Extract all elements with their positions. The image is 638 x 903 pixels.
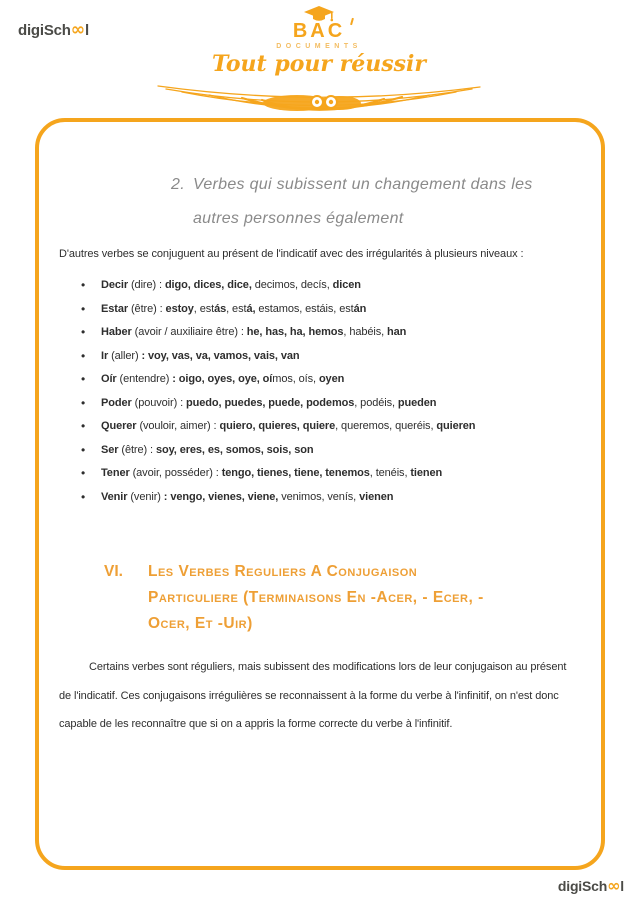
bac-documents-logo: [0, 6, 638, 117]
verb-text-segment: , queremos, queréis,: [335, 420, 437, 432]
verb-text-segment: Decir: [101, 279, 129, 291]
verb-list-item: [59, 392, 581, 416]
verb-text-segment: : vengo, vienes, viene,: [163, 490, 279, 503]
verb-text-segment: decimos, decís,: [251, 279, 333, 291]
verb-text-segment: Poder: [101, 396, 132, 409]
tagline-text: Tout pour réussir: [212, 51, 426, 77]
heading-vi-line: Particuliere (Terminaisons En -Acer, - Ecer, -: [148, 589, 484, 606]
heading-vi-number: VI.: [104, 563, 123, 580]
feather-scribble-illustration: [154, 75, 484, 117]
verb-text-segment: oyen: [318, 373, 345, 385]
infinity-icon: ∞: [607, 876, 621, 895]
verb-text-segment: , tenéis,: [369, 467, 411, 479]
section-title: [171, 168, 581, 236]
digischool-logo-text: digiSch: [557, 878, 608, 894]
bac-logo-subtitle: DOCUMENTS: [276, 43, 362, 50]
verb-list-item: [59, 298, 581, 322]
verb-text-segment: , podéis,: [354, 396, 398, 409]
verb-list: [59, 274, 581, 509]
bullet-dot: •: [81, 278, 86, 292]
verb-text-segment: mos, oís,: [272, 373, 319, 385]
verb-list-item: [59, 486, 581, 510]
verb-text-segment: pueden: [397, 396, 437, 409]
verb-text-segment: estamos, estáis, est: [255, 302, 354, 315]
bac-logo-title: BAC: [292, 20, 346, 42]
section-title-line: Verbes qui subissent un changement dans les: [192, 176, 533, 193]
verb-text-segment: soy, eres, es, somos, sois, son: [155, 443, 314, 456]
verb-text-segment: venimos, venís,: [278, 490, 360, 503]
verb-text-segment: Querer: [101, 420, 137, 432]
verb-text-segment: , est: [226, 302, 247, 315]
bullet-dot: •: [81, 466, 86, 480]
verb-list-item: [59, 368, 581, 392]
verb-text-segment: , habéis,: [343, 326, 388, 338]
heading-vi: [104, 559, 581, 637]
verb-text-segment: : voy, vas, va, vamos, vais, van: [141, 349, 300, 362]
verb-text-segment: Oír: [101, 373, 117, 385]
verb-list-item: [59, 439, 581, 463]
verb-text-segment: , est: [193, 302, 215, 315]
verb-text-segment: (être) :: [128, 302, 166, 315]
heading-vi-line: Les Verbes Reguliers A Conjugaison: [148, 563, 418, 580]
bullet-dot: •: [81, 301, 86, 316]
intro-paragraph: D'autres verbes se conjuguent au présent de l'indicatif avec des irrégularités à plusieurs niveaux :: [59, 248, 524, 260]
section-title-number: 2.: [171, 176, 185, 193]
verb-list-item: [59, 274, 581, 298]
verb-text-segment: Venir: [101, 490, 128, 503]
digischool-logo-text: digiSch: [18, 22, 71, 39]
verb-text-segment: he, has, ha, hemos: [246, 326, 344, 338]
verb-text-segment: Ser: [101, 443, 119, 456]
verb-text-segment: (vouloir, aimer) :: [136, 420, 220, 432]
bullet-dot: •: [81, 348, 86, 363]
verb-text-segment: Haber: [101, 326, 132, 338]
verb-text-segment: (pouvoir) :: [131, 396, 187, 409]
verb-text-segment: (être) :: [118, 443, 156, 456]
verb-text-segment: Ir: [101, 349, 109, 362]
verb-text-segment: á,: [246, 302, 256, 315]
verb-text-segment: estoy: [165, 302, 194, 315]
verb-list-item: [59, 462, 581, 486]
digischool-logo-footer: [558, 876, 624, 895]
bullet-dot: •: [81, 395, 86, 410]
heading-vi-line: Ocer, Et -Uir): [148, 615, 253, 632]
verb-text-segment: puedo, puedes, puede, podemos: [186, 396, 355, 409]
verb-list-item: [59, 345, 581, 369]
bullet-dot: •: [81, 325, 86, 339]
verb-text-segment: Tener: [101, 467, 130, 479]
verb-text-segment: Estar: [101, 302, 129, 315]
verb-text-segment: (aller): [108, 349, 142, 362]
verb-text-segment: digo, dices, dice,: [164, 279, 252, 291]
verb-text-segment: dicen: [332, 279, 361, 291]
section-title-line: autres personnes également: [192, 210, 404, 227]
verb-text-segment: (avoir, posséder) :: [129, 467, 222, 479]
bullet-dot: •: [81, 419, 86, 433]
bullet-dot: •: [81, 489, 86, 504]
verb-list-item: [59, 321, 581, 345]
verb-text-segment: quieren: [436, 420, 476, 432]
verb-text-segment: (avoir / auxiliaire être) :: [131, 326, 247, 338]
verb-text-segment: (venir): [127, 490, 164, 503]
verb-text-segment: (entendre): [116, 373, 173, 385]
verb-text-segment: (dire) :: [128, 279, 165, 291]
content-card: [35, 118, 605, 870]
closing-paragraph: Certains verbes sont réguliers, mais subissent des modifications lors de leur conjugaison au présent de l'indicatif. Ces conjugaisons irrégulières se reconnaissent à la forme du verbe à l'infinitif, on n'est donc capable de les reconnaître que si on a appris la forme correcte du verbe à l'infinitif.: [59, 661, 567, 730]
verb-text-segment: tienen: [410, 467, 443, 479]
infinity-icon: ∞: [70, 20, 85, 40]
verb-text-segment: án: [353, 302, 367, 315]
verb-text-segment: tengo, tienes, tiene, tenemos: [221, 467, 370, 479]
digischool-logo-text-end: l: [620, 878, 624, 894]
verb-text-segment: quiero, quieres, quiere: [219, 420, 336, 432]
bullet-dot: •: [81, 442, 86, 457]
verb-text-segment: ás: [214, 302, 227, 315]
verb-text-segment: : oigo, oyes, oye, oí: [172, 373, 273, 385]
verb-text-segment: han: [387, 326, 407, 338]
verb-list-item: [59, 415, 581, 439]
digischool-logo-text-end: l: [84, 22, 89, 39]
bullet-dot: •: [81, 372, 86, 386]
verb-text-segment: vienen: [359, 490, 394, 503]
